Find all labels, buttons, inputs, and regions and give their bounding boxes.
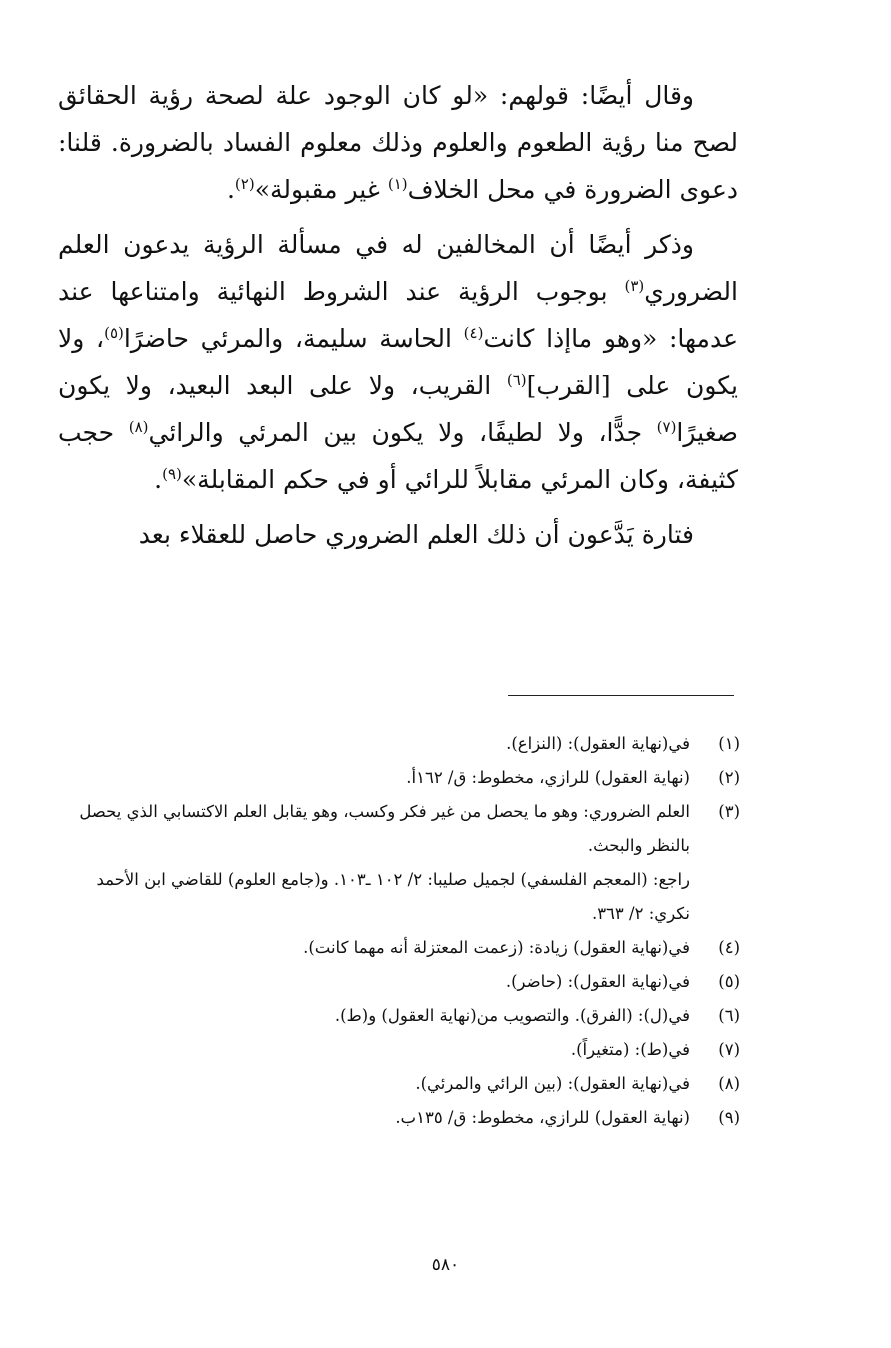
text-run: بوجوب الرؤية عند الشروط النهائية وامتناعها عند عدمها: «وهو ماإذا كانت: [58, 277, 738, 353]
footnote-text: في(نهاية العقول): (حاضر).: [505, 972, 690, 991]
text-run: وذكر أيضًا أن المخالفين له في مسألة الرؤية يدعون العلم الضروري: [58, 230, 738, 306]
footnote-reference: (٨): [128, 418, 149, 436]
text-run: .: [226, 175, 235, 204]
footnote-continuation: راجع: (المعجم الفلسفي) لجميل صليبا: ٢/ ١٠٢ ـ١٠٣. و(جامع العلوم) للقاضي ابن الأحمد نكري: ٢/ ٣٦٣.: [96, 870, 690, 923]
footnote-reference: (٧): [656, 418, 677, 436]
footnote-number: (١): [718, 734, 740, 753]
footnote: [50, 1033, 740, 1067]
footnote: [50, 1067, 740, 1101]
footnote: [50, 965, 740, 999]
footnote-reference: (٦): [506, 371, 527, 389]
footnote-number: (٧): [718, 1040, 740, 1059]
text-run: ، ولا يكون على [القرب]: [58, 324, 738, 400]
footnote-separator: [508, 695, 734, 696]
footnote-text: في(نهاية العقول): (النزاع).: [506, 734, 690, 753]
footnote-number: (٢): [718, 768, 740, 787]
paragraph: [58, 72, 738, 213]
text-run: جدًّا، ولا لطيفًا، ولا يكون بين المرئي والرائي: [148, 418, 657, 447]
main-text: [58, 72, 738, 558]
footnotes: [50, 727, 740, 1135]
footnote-reference: (٤): [463, 324, 484, 342]
footnote: [50, 795, 740, 863]
footnote: [50, 727, 740, 761]
text-run: الحاسة سليمة، والمرئي حاضرًا: [123, 324, 464, 353]
footnote: [50, 761, 740, 795]
footnote-text: في(ل): (الفرق). والتصويب من(نهاية العقول) و(ط).: [334, 1006, 690, 1025]
footnote-reference: (٣): [624, 277, 645, 295]
footnote-text: في(ط): (متغيراً).: [570, 1040, 690, 1059]
footnote-text: العلم الضروري: وهو ما يحصل من غير فكر وكسب، وهو يقابل العلم الاكتسابي الذي يحصل بالنظر والبحث.: [79, 802, 690, 855]
footnote-text: في(نهاية العقول) زيادة: (زعمت المعتزلة أنه مهما كانت).: [303, 938, 690, 957]
footnote: [50, 931, 740, 965]
footnote: [50, 999, 740, 1033]
text-run: فتارة يَدَّعون أن ذلك العلم الضروري حاصل للعقلاء بعد: [138, 520, 694, 549]
footnote-reference: (٩): [162, 465, 182, 483]
footnote-reference: (١): [387, 175, 408, 193]
footnote-number: (٦): [718, 1006, 740, 1025]
text-run: القريب، ولا على البعد البعيد، ولا يكون صغيرًا: [58, 371, 738, 447]
footnote-text: في(نهاية العقول): (بين الرائي والمرئي).: [415, 1074, 690, 1093]
footnote-reference: (٢): [234, 175, 255, 193]
text-run: حجب كثيفة، وكان المرئي مقابلاً للرائي أو في حكم المقابلة»: [58, 418, 738, 494]
paragraph: [58, 221, 738, 503]
footnote-number: (٥): [718, 972, 740, 991]
page-number: ٥٨٠: [431, 1255, 460, 1275]
text-run: وقال أيضًا: قولهم: «لو كان الوجود علة لصحة رؤية الحقائق لصح منا رؤية الطعوم والعلوم وذلك معلوم الفساد بالضرورة. قلنا: دعوى الضرورة في محل الخلاف: [58, 81, 738, 204]
footnote-number: (٤): [718, 938, 740, 957]
footnote-reference: (٥): [104, 324, 124, 342]
footnote: [50, 1101, 740, 1135]
footnote-number: (٨): [718, 1074, 740, 1093]
footnote-text: (نهاية العقول) للرازي، مخطوط: ق/ ١٦٢أ.: [406, 768, 690, 787]
footnote-number: (٩): [718, 1108, 740, 1127]
footnote-text: (نهاية العقول) للرازي، مخطوط: ق/ ١٣٥ب.: [395, 1108, 690, 1127]
text-run: غير مقبولة»: [254, 175, 388, 204]
paragraph: [58, 511, 738, 558]
text-run: .: [154, 465, 163, 494]
footnote-number: (٣): [718, 802, 740, 821]
